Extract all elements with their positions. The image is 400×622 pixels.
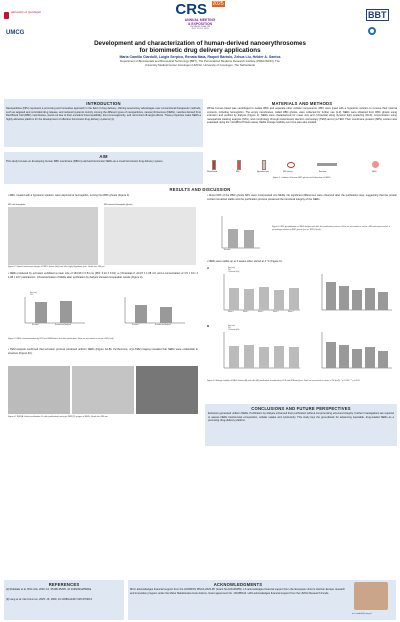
fig3-conc-cat-0: Extruded: [132, 325, 139, 326]
fig3-cat-0: Extruded: [32, 325, 39, 326]
results-heading: RESULTS AND DISCUSSION: [169, 187, 231, 192]
result-bullet-2-text: NERs produced by extrusion exhibited a mean size of 164.96 ± 6.54 nm (PDI: 0.10 ± 0.04), a ζ-Potential of -23.07 ± 1.68 mV, and a concentration of 4.5 × 10¹¹ ± 1.98 × 10¹⁰ particles/mL. Characterization of NERs after purification by dialysis showed comparable results (Figure 3).: [8, 272, 198, 279]
crs-place: PHILADELPHIA, PA: [190, 26, 210, 28]
result-bullet-4-text: About 60% of the RBC ghosts MPs were incorporated into NERs. No significant differences were observed after the purification step, suggesting that the protein content remained stable and the purification process preserved the structural integrity of the NERs.: [207, 194, 397, 201]
fig6a-leg-2: ζ-Potential (mV): [228, 272, 240, 273]
crs-logo: [150, 1, 250, 35]
fig3-chart-conc: [110, 293, 190, 335]
lysis-tube: [262, 160, 266, 170]
header: [0, 0, 400, 72]
fig6a-leg-0: Size (nm): [228, 268, 235, 269]
fig5-caption: Figure 5. MPs quantification in NERs before and after the purification process. Data are presented as mean ± SD and expressed as a percentage relative to RBC ghosts (set as 100%) (n=3).: [272, 226, 390, 231]
author-email: m.c.ciardulli@umcg.nl: [352, 613, 372, 615]
aim-heading: AIM: [99, 154, 108, 159]
title-line-2: for biomimetic drug delivery applications: [139, 47, 261, 55]
fig6b-leg-0: Size (nm): [228, 326, 235, 327]
fig6a-conc-bar-1: [339, 286, 349, 310]
fig6a-conc-bar-4: [378, 292, 388, 310]
fig6a-week-3: Week 3: [273, 312, 279, 313]
fig2-caption: Figure 2. Optical microscope images of RBCs before (left) and after (right) hypotonic lysis. Scale bar: 100 µm.: [8, 266, 105, 268]
fig6a-week-1: Week 1: [243, 312, 249, 313]
methods-heading: MATERIALS AND METHODS: [271, 101, 333, 106]
affiliation: [40, 60, 360, 67]
ug-logo-text: university of groningen: [11, 10, 41, 14]
fig6b-bar-3: [274, 346, 284, 368]
crs-date: JULY 15-18, 2025: [191, 28, 209, 30]
crs-year: 2025: [212, 1, 224, 7]
fig3-caption: Figure 3. NERs characterization by DLS and NTA before and after purification. Data are presented as mean ± SD (n=3).: [8, 338, 114, 340]
fig5-chart: [212, 214, 262, 258]
step-label-1: RBC: [236, 171, 240, 173]
conclusions-heading: CONCLUSIONS AND FUTURE PERSPECTIVES: [251, 406, 351, 411]
ack-heading: ACKNOWLEDGMENTS: [213, 582, 263, 587]
fig6b-leg-1: PDI: [228, 328, 231, 329]
fig6b-bar-0: [229, 346, 239, 368]
fig6a-week-0: Week 0: [228, 312, 234, 313]
fig6a-conc-chart: [310, 268, 394, 320]
conclusions-text: Extrusion generated uniform NERs. Purification by dialysis enhanced their purification without compromising structural integrity. Further investigations are required to assess NERs biochemical composition, cellular uptake and cytotoxicity. This study lays the groundwork for advancing injectable, drug-loaded NERs as a promising drug-delivery platform.: [208, 412, 394, 422]
fig6a-size-chart: [212, 268, 304, 320]
rbc-tube: [237, 160, 241, 170]
fig6b-conc-svg: [310, 326, 394, 378]
bbt-logo: BBT: [368, 10, 387, 20]
fig6b-conc-chart: [310, 326, 394, 378]
fig4-image-a: [8, 366, 70, 414]
fig5-cat-0: Extruded: [224, 250, 231, 251]
fig2-image-right: [104, 207, 196, 265]
fig6-panel-a-label: A: [207, 266, 210, 270]
umcg-logo: UMCG: [6, 30, 25, 36]
fig6b-bar-1: [244, 345, 254, 368]
poster-title: [40, 40, 360, 55]
fig3-conc-bar-1: [160, 307, 172, 323]
fig4-image-b: [72, 366, 134, 414]
methods-text: Whole human blood was centrifuged to isolate RBC and separate other cellular components. RBC were lysed with a hypotonic solution to remove their internal contents, including hemoglobin. The empty membranes, called RBC ghosts, were collected for further use [1-2]. NERs were obtained from RBC ghosts using extrusion and purified by dialysis (Figure 1). NERs were characterized for mean size and ζ-Potential using dynamic light scattering (DLS), concentration using nanoparticle tracking analysis (NTA), and morphology through transmission electron microscopy (TEM) and cryo-TEM. Their membrane proteins (MPs) content was evaluated using the microBCA Protein assay. NERs storage stability over time was also studied.: [207, 107, 397, 124]
ghost-cells: [287, 162, 295, 168]
fig6b-conc-bar-1: [339, 345, 349, 368]
fig6b-bar-2: [259, 347, 269, 368]
fig3-size-bar-0: [35, 302, 47, 323]
fig3-conc-cat-1: Extruded and dialyzed: [155, 325, 171, 326]
fig4-caption: Figure 4. TEM (A: before purification; B: after purification) and cryo-TEM (C) images of NERs. Scale bar: 200 nm.: [8, 416, 109, 418]
ners-icon: [372, 161, 379, 168]
crs-logo-text: CRS: [175, 1, 208, 18]
fig6a-conc-svg: [310, 268, 394, 320]
fig2-label-right: RBC devoid of hemoglobin (ghosts): [104, 204, 133, 206]
fig6a-bar-0: [229, 288, 239, 310]
title-line-1: Development and characterization of human-derived nanoerythrosomes: [94, 40, 306, 47]
fig5-bar-1: [244, 230, 254, 248]
affiliation-line-2: University Medical Center Groningen (UMCG), University of Groningen, The Netherlands: [145, 62, 255, 67]
fig6b-bar-4: [289, 347, 299, 368]
methods-diagram: [207, 158, 397, 176]
fig3-size-bar-1: [60, 301, 72, 323]
step-label-0: Whole blood: [207, 171, 217, 173]
fig6a-bar-2: [259, 287, 269, 310]
fig3-chart-size: [10, 293, 90, 335]
result-bullet-2: • NERs produced by extrusion exhibited a mean size of 164.96 ± 6.54 nm (PDI: 0.10 ± 0.04), a ζ-Potential of -23.07 ± 1.68 mV, and a concentration of 4.5 × 10¹¹ ± 1.98 × 10¹⁰ particles/mL. Characterization of NERs after purification by dialysis showed comparable results (Figure 3).: [8, 272, 198, 279]
fig1-caption: Figure 1. Isolation of human RBC ghosts and fabrication of NERs.: [272, 177, 332, 179]
aim-text: This study focuses on developing human RBC membrane (RBCm)-derived biomimetic NERs as a novel biomimetic drug delivery system.: [6, 160, 164, 163]
whole-blood-tube: [212, 160, 216, 170]
extruder-icon: [317, 163, 337, 166]
ref-2: [2] Lang et al, Nat Commun, 2025; 16, 1909, 10.1038/s41467-025-57048-6: [6, 598, 93, 601]
fig6b-conc-bar-2: [352, 349, 362, 368]
references-heading: REFERENCES: [48, 582, 80, 587]
step-label-3: RBC ghosts: [283, 171, 293, 173]
authors: Maria Camilla Ciardulli, Luigia Serpico, Renata Maia, Raquel Bártolo, Zehua Liu, Hélder A. Santos: [119, 55, 281, 59]
fig6b-leg-2: ζ-Potential (mV): [228, 330, 240, 331]
crs-sub1: ANNUAL MEETING: [184, 18, 216, 22]
fig2-image-left: [8, 207, 98, 265]
step-label-4: Extrusion: [319, 171, 327, 173]
fig3-size-svg: [10, 293, 90, 335]
intro-heading: INTRODUCTION: [86, 101, 121, 106]
fig6b-conc-bar-4: [378, 351, 388, 368]
result-bullet-1-text: RBC, treated with a hypotonic solution, were deprived of hemoglobin, turning into RBC ghosts (Figure 2).: [9, 194, 130, 197]
step-label-5: NERs: [372, 171, 377, 173]
fig3-leg-1: PDI: [30, 295, 33, 296]
fig6b-conc-bar-0: [326, 342, 336, 368]
fig6a-bar-3: [274, 290, 284, 310]
fig3-conc-bar-0: [135, 305, 147, 323]
fig5-svg: [212, 214, 262, 258]
fig6-caption: Figure 6. Storage stability of NERs before (A) and after (B) purification, monitored by DLS and NTA analyses. Data are presented as mean ± SD (n=3). * p ≤ 0.05, ** p ≤ 0.01.: [207, 380, 361, 382]
ref-1: [1] Rukikaile et al. RSC Adv, 2020; 10, 35198-35205, 10.1039/d0ra05900a: [6, 588, 92, 591]
result-bullet-5-text: NERs were stable up to 4 weeks when stored at 4 °C (Figure 6).: [208, 260, 283, 263]
fig6a-conc-bar-2: [352, 290, 362, 310]
author-photo: [354, 582, 388, 610]
fig6a-week-2: Week 2: [258, 312, 264, 313]
fig6a-conc-bar-0: [326, 282, 336, 310]
fig3-leg-0: Size (nm): [30, 293, 37, 294]
fig3-conc-svg: [110, 293, 190, 335]
result-bullet-5: • NERs were stable up to 4 weeks when stored at 4 °C (Figure 6).: [207, 260, 283, 263]
ug-logo: [4, 12, 9, 19]
affiliation-line-1: Department of Biomaterials and Biomedical Technology (BBT), The Personalized Medicine Research Institute (PRECISION), The: [120, 59, 280, 63]
step-label-2: Hypotonic lysis: [257, 171, 269, 173]
crs-sub2: & EXPOSITION: [187, 22, 213, 26]
result-bullet-4: • About 60% of the RBC ghosts MPs were incorporated into NERs. No significant differences were observed after the purification step, suggesting that the protein content remained stable and the purification process preserved the structural integrity of the NERs.: [207, 194, 397, 201]
fig3-cat-1: Extruded and dialyzed: [55, 325, 71, 326]
fig6b-conc-bar-3: [365, 347, 375, 368]
result-bullet-3-text: TEM analysis confirmed that extrusion process produced uniform NERs (Figure 4A-B). Furthermore, cryo-TEM imaging revealed that NERs were unilamellar in structure (Figure 4C).: [8, 348, 198, 355]
fig2-label-left: RBC with hemoglobin: [8, 204, 26, 206]
fig6a-week-4: Week 4: [288, 312, 294, 313]
precision-logo: [362, 27, 384, 39]
fig6-panel-b-label: B: [207, 324, 210, 328]
fig6a-bar-1: [244, 289, 254, 310]
fig6a-bar-4: [289, 288, 299, 310]
result-bullet-3: • TEM analysis confirmed that extrusion process produced uniform NERs (Figure 4A-B). Furthermore, cryo-TEM imaging revealed that NERs were unilamellar in structure (Figure 4C).: [8, 348, 198, 355]
ack-text: MCC acknowledges financial support from the HORIZON MSCA-2023-PF (Grant No.101146655). LS acknowledges financial support from the European Union's Horizon Europe research and innovation program under the Marie Skłodowska-Curie Actions, Grant agreement No. 101185122. HAS acknowledges financial support from the UMCG Research Funds.: [130, 588, 345, 595]
fig6b-size-svg: [212, 326, 304, 378]
result-bullet-1: • RBC, treated with a hypotonic solution, were deprived of hemoglobin, turning into RBC ghosts (Figure 2).: [8, 194, 130, 197]
fig5-bar-0: [228, 229, 238, 248]
fig4-image-c: [136, 366, 198, 414]
fig6a-leg-1: PDI: [228, 270, 231, 271]
fig6b-size-chart: [212, 326, 304, 378]
intro-text: Nanoparticles (NPs) represent a promising and innovative approach in the field of drug delivery, offering several key advantages over conventional therapeutic methods, such as targeted and controlled drug release, and reduced systemic toxicity. Among the different types of nanoparticles, nanoerythrosomes (NERs), vesicles derived from Red Blood Cell (RBC) membranes, stand out due to their excellent biocompatibility, low immunogenicity, and minimized off-target effects. These properties make NERs a highly attractive platform for the development of effective biomimetic drug delivery systems [1].: [6, 107, 201, 121]
fig6a-conc-bar-3: [365, 288, 375, 310]
